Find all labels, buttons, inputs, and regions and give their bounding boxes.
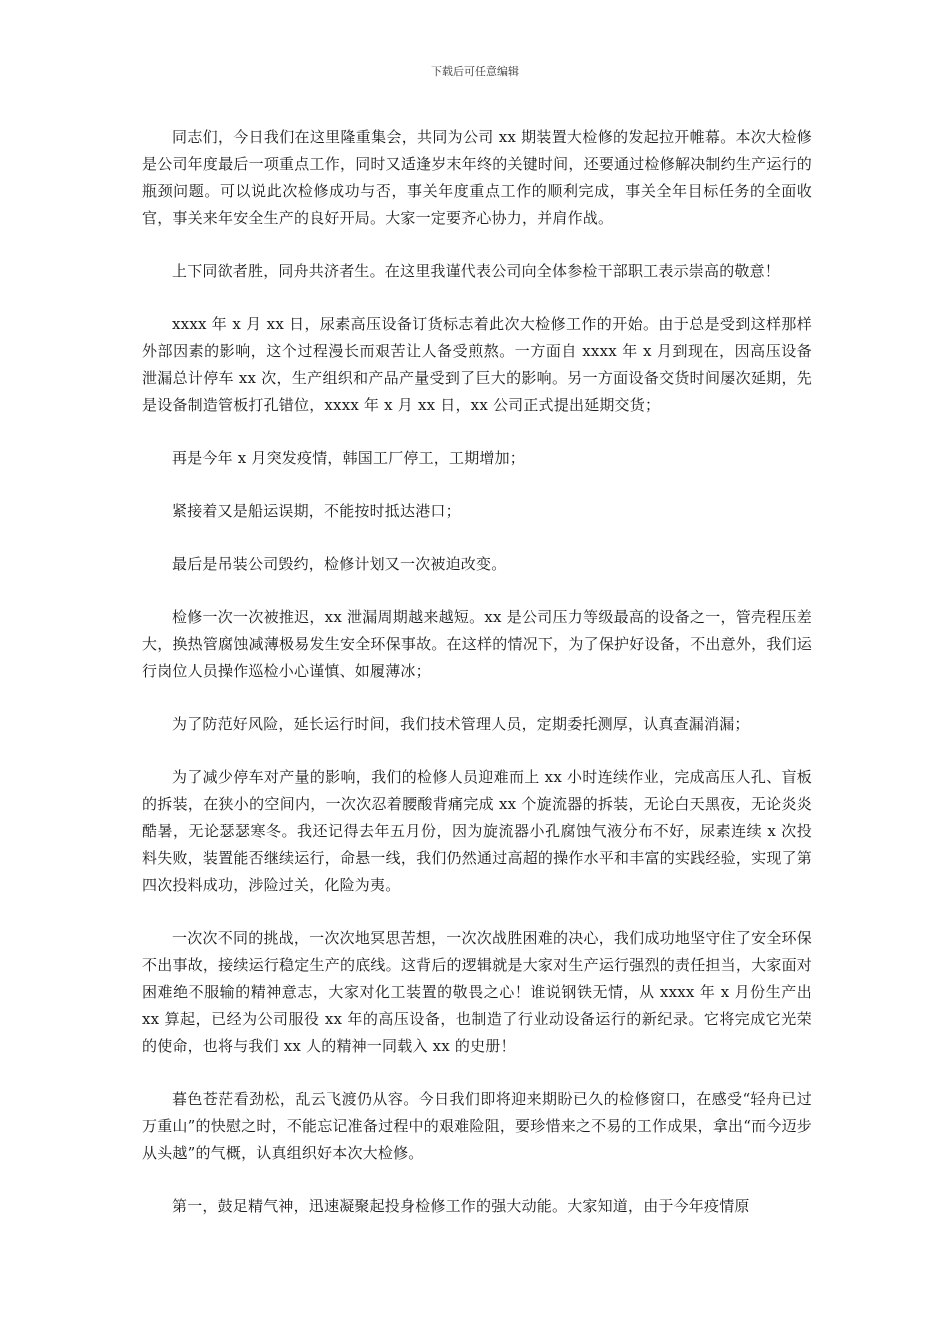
paragraph: 暮色苍茫看劲松，乱云飞渡仍从容。今日我们即将迎来期盼已久的检修窗口，在感受“轻舟已过万重山”的快慰之时，不能忘记准备过程中的艰难险阻，要珍惜来之不易的工作成果，拿出“而今迈步从头越”的气概，认真组织好本次大检修。: [142, 1090, 812, 1162]
paragraph: 紧接着又是船运误期，不能按时抵达港口；: [172, 502, 461, 520]
paragraph: 上下同欲者胜，同舟共济者生。在这里我谨代表公司向全体参检干部职工表示崇高的敬意！: [172, 262, 781, 280]
paragraph: xxxx 年 x 月 xx 日，尿素高压设备订货标志着此次大检修工作的开始。由于总是受到这样那样外部因素的影响，这个过程漫长而艰苦让人备受煎熬。一方面自 xxxx 年 x 月到现在，因高压设备泄漏总计停车 xx 次，生产组织和产品产量受到了巨大的影响。另一方面设备交货时间屡次延期，先是设备制造管板打孔错位，xxxx 年 x 月 xx 日，xx 公司正式提出延期交货；: [142, 315, 812, 414]
paragraph: 最后是吊装公司毁约，检修计划又一次被迫改变。: [172, 555, 507, 573]
page-header: 下载后可任意编辑: [431, 65, 519, 78]
paragraph: 再是今年 x 月突发疫情，韩国工厂停工，工期增加；: [172, 449, 525, 467]
paragraph: 为了防范好风险，延长运行时间，我们技术管理人员，定期委托测厚，认真查漏消漏；: [172, 715, 750, 733]
paragraph: 为了减少停车对产量的影响，我们的检修人员迎难而上 xx 小时连续作业，完成高压人孔、盲板的拆装，在狭小的空间内，一次次忍着腰酸背痛完成 xx 个旋流器的拆装，无论白天黑夜，无论炎炎酷暑，无论瑟瑟寒冬。我还记得去年五月份，因为旋流器小孔腐蚀气液分布不好，尿素连续 x 次投料失败，装置能否继续运行，命悬一线，我们仍然通过高超的操作水平和丰富的实践经验，实现了第四次投料成功，涉险过关，化险为夷。: [142, 768, 812, 894]
paragraph: 第一，鼓足精气神，迅速凝聚起投身检修工作的强大动能。大家知道，由于今年疫情原: [172, 1197, 750, 1215]
paragraph: 同志们，今日我们在这里隆重集会，共同为公司 xx 期装置大检修的发起拉开帷幕。本次大检修是公司年度最后一项重点工作，同时又适逢岁末年终的关键时间，还要通过检修解决制约生产运行的瓶颈问题。可以说此次检修成功与否，事关年度重点工作的顺利完成，事关全年目标任务的全面收官，事关来年安全生产的良好开局。大家一定要齐心协力，并肩作战。: [142, 128, 812, 227]
paragraph: 一次次不同的挑战，一次次地冥思苦想，一次次战胜困难的决心，我们成功地坚守住了安全环保不出事故，接续运行稳定生产的底线。这背后的逻辑就是大家对生产运行强烈的责任担当，大家面对困难绝不服输的精神意志，大家对化工装置的敬畏之心！谁说钢铁无情，从 xxxx 年 x 月份生产出 xx 算起，已经为公司服役 xx 年的高压设备，也制造了行业动设备运行的新纪录。它将完成它光荣的使命，也将与我们 xx 人的精神一同载入 xx 的史册！: [142, 929, 812, 1055]
document-body: [142, 124, 812, 1246]
paragraph: 检修一次一次被推迟，xx 泄漏周期越来越短。xx 是公司压力等级最高的设备之一，管壳程压差大，换热管腐蚀减薄极易发生安全环保事故。在这样的情况下，为了保护好设备，不出意外，我们运行岗位人员操作巡检小心谨慎、如履薄冰；: [142, 608, 812, 680]
